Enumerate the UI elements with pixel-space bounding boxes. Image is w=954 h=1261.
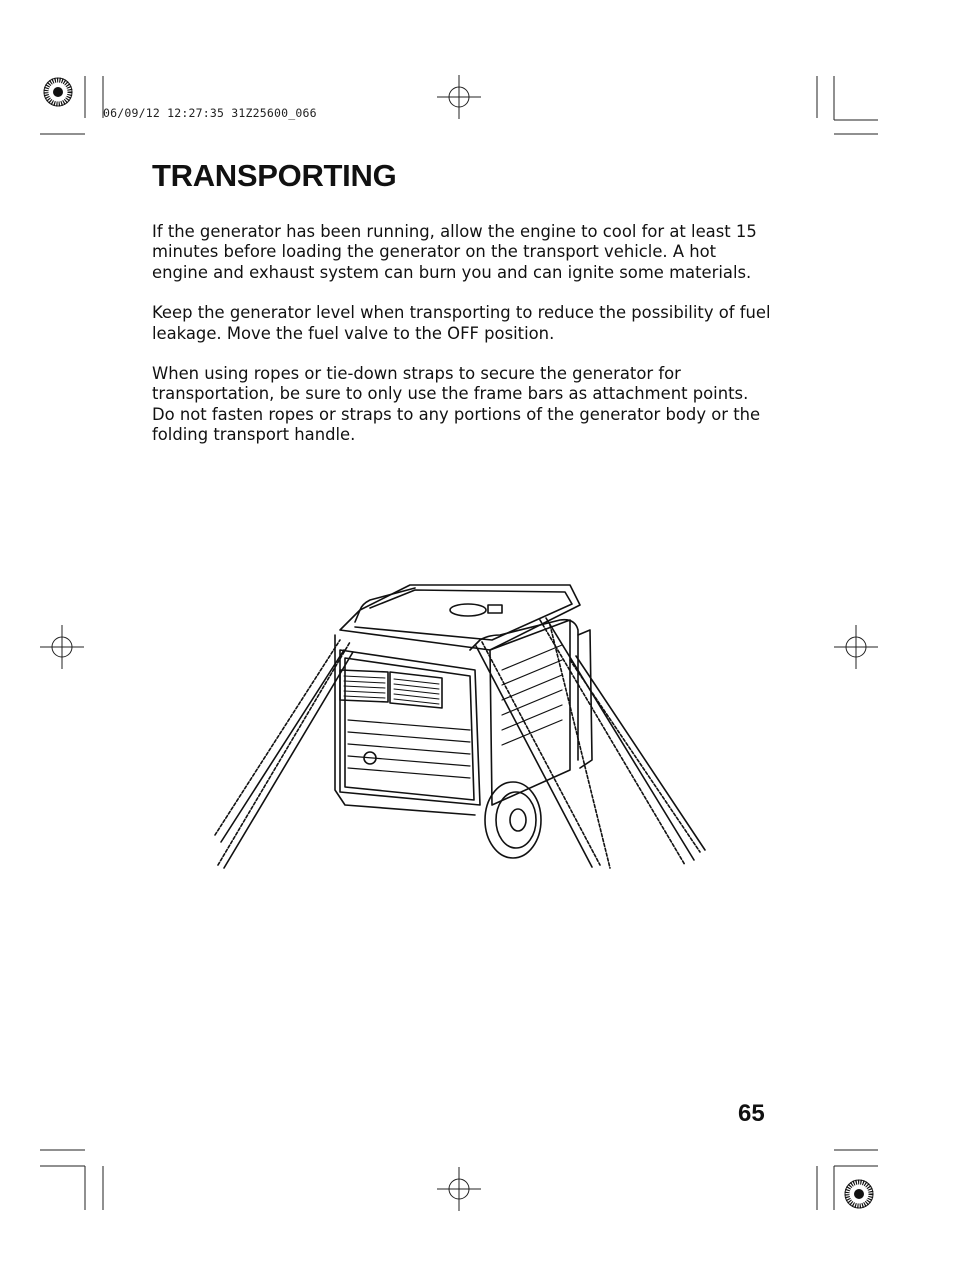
page-title: TRANSPORTING <box>152 158 397 193</box>
paragraph-ropes: When using ropes or tie-down straps to secure the generator for transportation, be sure to only use the frame bars as attachment points. Do not fasten ropes or straps to any portions of the generator body or the folding transport handle. <box>152 364 761 445</box>
body-text <box>152 222 772 466</box>
left-strap-group <box>215 640 353 868</box>
generator-tied-down-icon <box>210 580 710 875</box>
paragraph-level: Keep the generator level when transporting to reduce the possibility of fuel leakage. Move the fuel valve to the OFF position. <box>152 303 771 343</box>
page-number: 65 <box>738 1100 765 1127</box>
paragraph-cooling: If the generator has been running, allow the engine to cool for at least 15 minutes before loading the generator on the transport vehicle. A hot engine and exhaust system can burn you and can ignite some materials. <box>152 222 757 282</box>
print-slug: 06/09/12 12:27:35 31Z25600_066 <box>103 106 317 120</box>
